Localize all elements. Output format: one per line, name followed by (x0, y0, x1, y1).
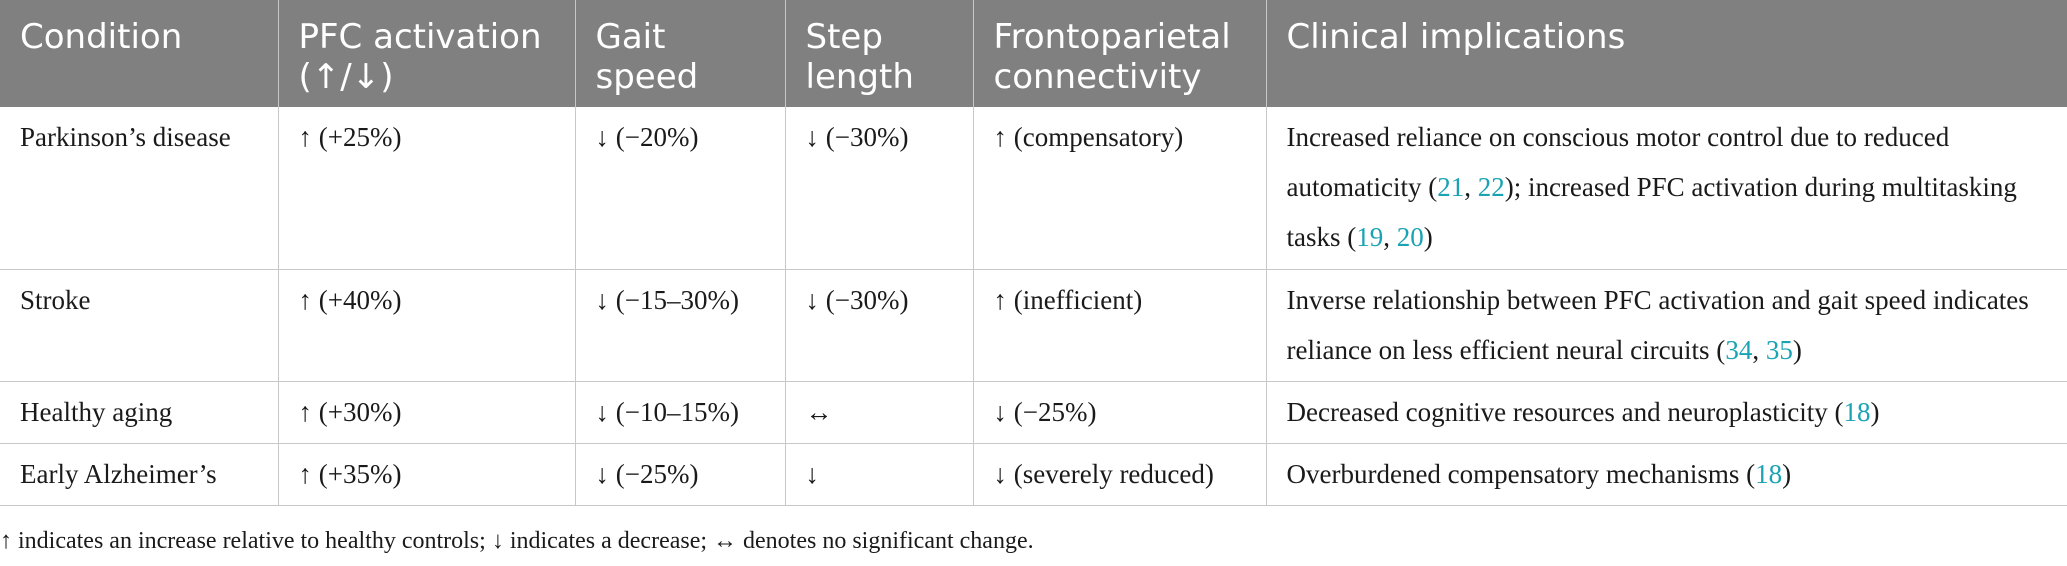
column-header-gait-speed: Gait speed (575, 0, 785, 107)
cell-gait-speed: ↓ (−15–30%) (575, 269, 785, 381)
implication-text: Increased reliance on conscious motor control due to reduced automaticity ( (1286, 122, 1950, 202)
table-row (0, 107, 2067, 269)
column-header-step-length: Step length (785, 0, 973, 107)
cell-pfc-activation: ↑ (+30%) (278, 381, 575, 443)
cell-clinical-implications (1266, 269, 2067, 381)
cell-clinical-implications (1266, 443, 2067, 505)
cell-gait-speed: ↓ (−20%) (575, 107, 785, 269)
column-header-pfc-activation: PFC activation (↑/↓) (278, 0, 575, 107)
implication-text: Decreased cognitive resources and neuroplasticity ( (1286, 396, 1844, 427)
cell-condition: Healthy aging (0, 381, 278, 443)
implication-text: Inverse relationship between PFC activation and gait speed indicates reliance on less efficient neural circuits ( (1286, 284, 2029, 365)
implication-text: , (1383, 222, 1397, 252)
cell-step-length: ↔ (785, 381, 973, 443)
reference-link[interactable]: 35 (1765, 334, 1793, 365)
cell-step-length: ↓ (−30%) (785, 107, 973, 269)
implication-text: ) (1870, 396, 1880, 427)
cell-condition: Stroke (0, 269, 278, 381)
implication-text: ) (1792, 334, 1802, 365)
cell-clinical-implications (1266, 381, 2067, 443)
reference-link[interactable]: 18 (1755, 458, 1783, 489)
cell-step-length: ↓ (−30%) (785, 269, 973, 381)
table-row (0, 381, 2067, 443)
cell-pfc-activation: ↑ (+35%) (278, 443, 575, 505)
cell-gait-speed: ↓ (−25%) (575, 443, 785, 505)
table-row (0, 269, 2067, 381)
reference-link[interactable]: 21 (1437, 172, 1465, 202)
reference-link[interactable]: 22 (1477, 172, 1505, 202)
implication-text: ) (1423, 222, 1433, 252)
cell-frontoparietal-connectivity: ↓ (severely reduced) (973, 443, 1266, 505)
cell-condition: Parkinson’s disease (0, 107, 278, 269)
column-header-condition: Condition (0, 0, 278, 107)
table-row (0, 443, 2067, 505)
header-row (0, 0, 2067, 107)
cell-gait-speed: ↓ (−10–15%) (575, 381, 785, 443)
table-header (0, 0, 2067, 107)
cell-pfc-activation: ↑ (+25%) (278, 107, 575, 269)
implication-text: ); increased PFC activation during multitasking tasks ( (1286, 172, 2017, 252)
reference-link[interactable]: 19 (1356, 222, 1384, 252)
table-footnote: ↑ indicates an increase relative to healthy controls; ↓ indicates a decrease; ↔ denotes no significant change. (0, 528, 1034, 554)
implication-text: Overburdened compensatory mechanisms ( (1286, 458, 1756, 489)
cell-pfc-activation: ↑ (+40%) (278, 269, 575, 381)
reference-link[interactable]: 34 (1725, 334, 1753, 365)
table-body (0, 107, 2067, 505)
implication-text: , (1464, 172, 1478, 202)
implication-text: , (1752, 334, 1766, 365)
cell-step-length: ↓ (785, 443, 973, 505)
cell-frontoparietal-connectivity: ↓ (−25%) (973, 381, 1266, 443)
reference-link[interactable]: 20 (1396, 222, 1424, 252)
cell-condition: Early Alzheimer’s (0, 443, 278, 505)
column-header-clinical-implications: Clinical implications (1266, 0, 2067, 107)
column-header-frontoparietal-connectivity: Frontoparietal connectivity (973, 0, 1266, 107)
implication-text: ) (1782, 458, 1792, 489)
cell-frontoparietal-connectivity: ↑ (inefficient) (973, 269, 1266, 381)
cell-clinical-implications (1266, 107, 2067, 269)
cell-frontoparietal-connectivity: ↑ (compensatory) (973, 107, 1266, 269)
reference-link[interactable]: 18 (1843, 396, 1871, 427)
